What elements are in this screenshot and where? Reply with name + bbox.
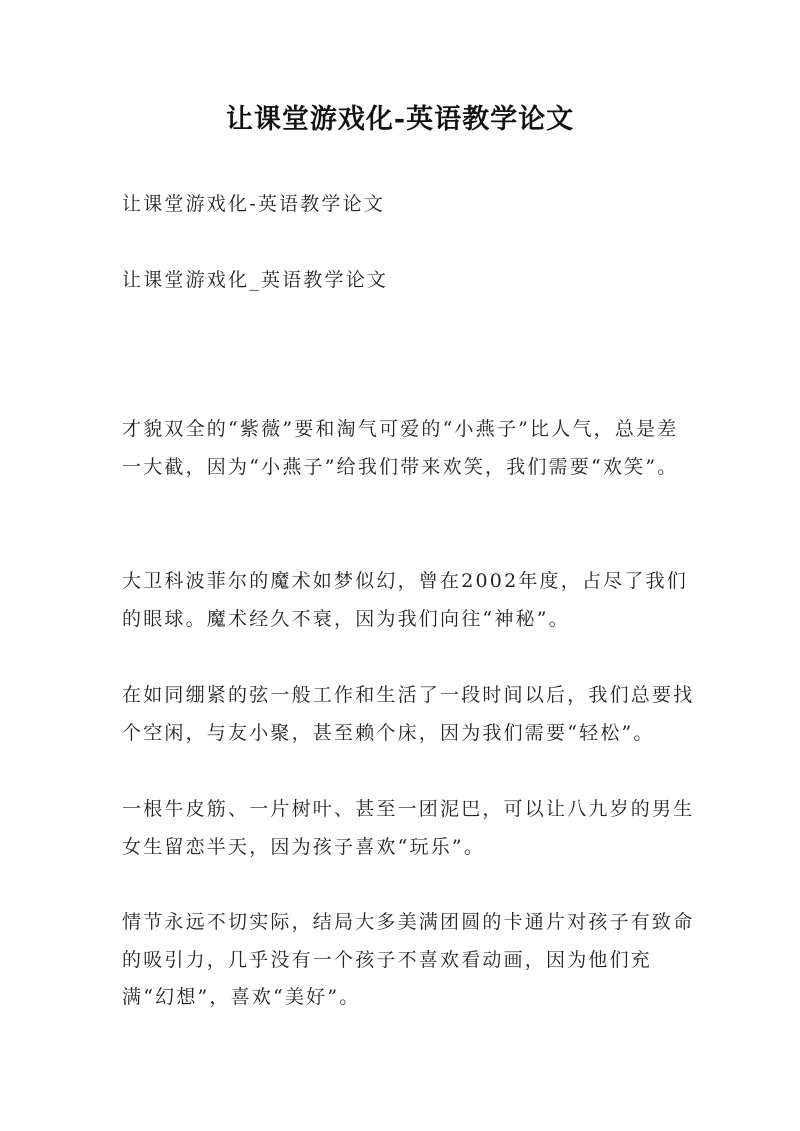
paragraph-1: 才貌双全的“紫薇”要和淘气可爱的“小燕子”比人气，总是差一大截，因为“小燕子”给我们带来欢笑，我们需要“欢笑”。 bbox=[122, 418, 679, 478]
document-title: 让课堂游戏化-英语教学论文 bbox=[225, 104, 575, 135]
paragraph-4: 一根牛皮筋、一片树叶、甚至一团泥巴，可以让八九岁的男生女生留恋半天，因为孩子喜欢“玩乐”。 bbox=[122, 798, 695, 858]
paragraph-5: 情节永远不切实际，结局大多美满团圆的卡通片对孩子有致命的吸引力，几乎没有一个孩子不喜欢看动画，因为他们充满“幻想”，喜欢“美好”。 bbox=[122, 911, 695, 1008]
subtitle-line-1: 让课堂游戏化-英语教学论文 bbox=[122, 193, 386, 215]
paragraph-2: 大卫科波菲尔的魔术如梦似幻，曾在2002年度，占尽了我们的眼球。魔术经久不衰，因为我们向往“神秘”。 bbox=[122, 570, 688, 630]
paragraph-3: 在如同绷紧的弦一般工作和生活了一段时间以后，我们总要找个空闲，与友小聚，甚至赖个床，因为我们需要“轻松”。 bbox=[122, 684, 695, 744]
subtitle-line-2: 让课堂游戏化_英语教学论文 bbox=[122, 269, 389, 291]
